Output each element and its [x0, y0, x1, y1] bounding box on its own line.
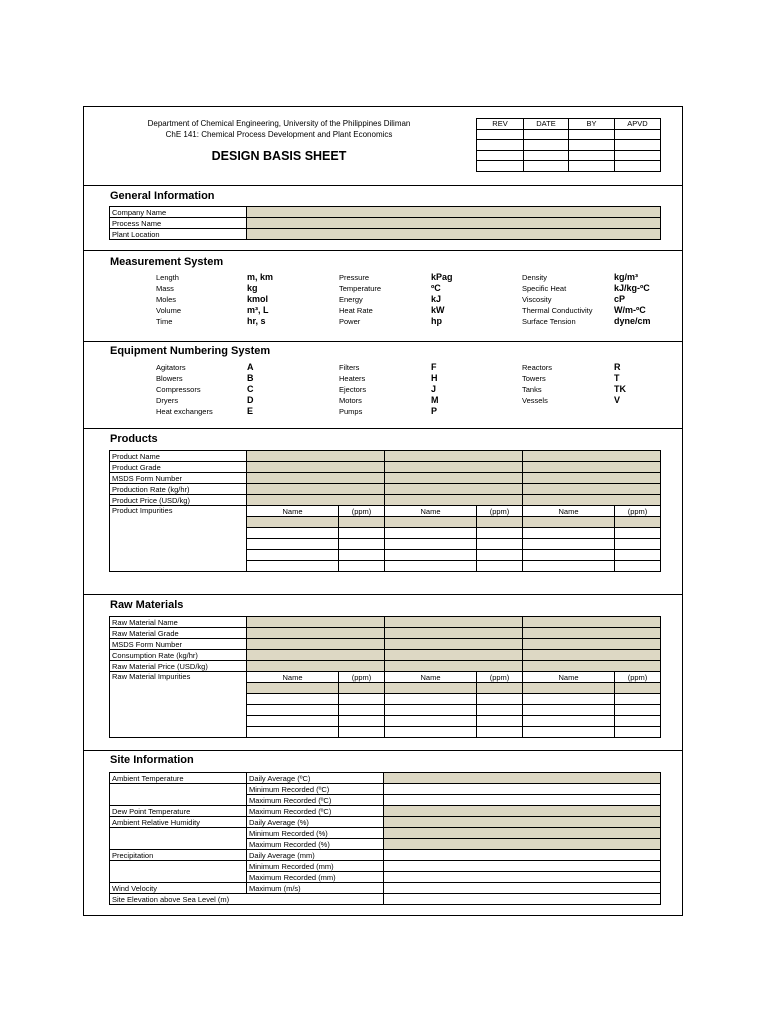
equipment-label: Heaters	[339, 374, 366, 383]
products-table	[109, 450, 661, 572]
impurity-cell[interactable]	[615, 539, 661, 550]
measurement-label: Mass	[156, 284, 174, 293]
measurement-value: kg/m³	[614, 272, 639, 282]
impurity-cell[interactable]	[247, 528, 339, 539]
wind-label: Wind Velocity	[110, 883, 247, 894]
site-value-input[interactable]	[384, 883, 661, 894]
impurity-header: (ppm)	[339, 672, 385, 683]
products-value-input[interactable]	[385, 473, 523, 484]
measurement-value: m, km	[247, 272, 274, 282]
raw-row-label: Raw Material Price (USD/kg)	[110, 661, 247, 672]
measurement-label: Surface Tension	[522, 317, 576, 326]
impurity-cell[interactable]	[477, 539, 523, 550]
impurity-cell[interactable]	[477, 705, 523, 716]
measurement-value: cP	[614, 294, 626, 304]
equipment-label: Pumps	[339, 407, 363, 416]
impurity-cell[interactable]	[523, 561, 615, 572]
impurity-cell[interactable]	[523, 683, 615, 694]
impurity-cell[interactable]	[247, 517, 339, 528]
products-value-input[interactable]	[247, 473, 385, 484]
impurity-cell[interactable]	[615, 517, 661, 528]
impurity-cell[interactable]	[385, 705, 477, 716]
raw-row-label: MSDS Form Number	[110, 639, 247, 650]
impurity-cell[interactable]	[477, 528, 523, 539]
equipment-value: V	[614, 395, 621, 405]
site-param-label: Daily Average (ºC)	[247, 773, 384, 784]
impurity-cell[interactable]	[385, 694, 477, 705]
impurity-cell[interactable]	[385, 539, 477, 550]
raw-value-input[interactable]	[523, 617, 661, 628]
apvd-header: APVD	[615, 119, 661, 130]
equipment-label: Filters	[339, 363, 360, 372]
site-param-label: Maximum Recorded (mm)	[247, 872, 384, 883]
impurity-cell[interactable]	[385, 716, 477, 727]
section-divider	[84, 750, 682, 751]
equipment-value: F	[431, 362, 437, 372]
products-row-label: Product Price (USD/kg)	[110, 495, 247, 506]
equipment-value: P	[431, 406, 438, 416]
products-value-input[interactable]	[385, 462, 523, 473]
section-divider	[84, 594, 682, 595]
raw-materials-table	[109, 616, 661, 738]
equipment-title: Equipment Numbering System	[110, 345, 271, 357]
date-header: DATE	[524, 119, 569, 130]
products-value-input[interactable]	[385, 484, 523, 495]
impurity-header: Name	[385, 672, 477, 683]
equipment-label: Ejectors	[339, 385, 367, 394]
impurity-cell[interactable]	[615, 694, 661, 705]
measurement-title: Measurement System	[110, 256, 224, 268]
products-value-input[interactable]	[385, 451, 523, 462]
apvd-cell[interactable]	[615, 129, 661, 140]
site-param-label: Daily Average (%)	[247, 817, 384, 828]
impurity-cell[interactable]	[339, 705, 385, 716]
equipment-label: Vessels	[522, 396, 548, 405]
raw-row-label: Consumption Rate (kg/hr)	[110, 650, 247, 661]
raw-value-input[interactable]	[523, 639, 661, 650]
plant-location-label: Plant Location	[110, 229, 247, 240]
revision-row	[477, 161, 661, 172]
impurity-cell[interactable]	[339, 539, 385, 550]
impurity-cell[interactable]	[523, 550, 615, 561]
site-value-input[interactable]	[384, 784, 661, 795]
products-value-input[interactable]	[247, 451, 385, 462]
measurement-label: Pressure	[339, 273, 370, 282]
impurity-cell[interactable]	[385, 550, 477, 561]
raw-value-input[interactable]	[385, 661, 523, 672]
measurement-value: kmol	[247, 294, 269, 304]
impurity-cell[interactable]	[385, 683, 477, 694]
equipment-value: R	[614, 362, 621, 372]
impurity-cell[interactable]	[247, 550, 339, 561]
measurement-value: W/m-ºC	[614, 305, 646, 315]
impurity-header: (ppm)	[615, 672, 661, 683]
humidity-label: Ambient Relative Humidity	[110, 817, 247, 828]
products-value-input[interactable]	[523, 495, 661, 506]
revision-row	[477, 140, 661, 151]
measurement-value: kW	[431, 305, 445, 315]
measurement-label: Specific Heat	[522, 284, 567, 293]
impurity-header: Name	[385, 506, 477, 517]
measurement-value: kPag	[431, 272, 453, 282]
equipment-label: Motors	[339, 396, 362, 405]
equipment-value: C	[247, 384, 254, 394]
raw-value-input[interactable]	[385, 628, 523, 639]
section-divider	[84, 185, 682, 186]
revision-row	[477, 150, 661, 161]
impurity-cell[interactable]	[615, 528, 661, 539]
raw-value-input[interactable]	[385, 650, 523, 661]
equipment-value: T	[614, 373, 620, 383]
general-title: General Information	[110, 190, 215, 202]
products-value-input[interactable]	[523, 484, 661, 495]
general-table	[109, 206, 661, 240]
impurity-cell[interactable]	[339, 550, 385, 561]
equipment-value: E	[247, 406, 254, 416]
impurity-cell[interactable]	[615, 716, 661, 727]
site-value-input[interactable]	[384, 839, 661, 850]
impurity-cell[interactable]	[247, 539, 339, 550]
impurity-cell[interactable]	[339, 694, 385, 705]
impurity-cell[interactable]	[477, 727, 523, 738]
site-value-input[interactable]	[384, 894, 661, 905]
equipment-label: Compressors	[156, 385, 201, 394]
measurement-label: Time	[156, 317, 173, 326]
measurement-label: Volume	[156, 306, 182, 315]
measurement-label: Density	[522, 273, 548, 282]
equipment-value: TK	[614, 384, 626, 394]
raw-value-input[interactable]	[385, 639, 523, 650]
blank-cell	[110, 828, 247, 839]
by-cell[interactable]	[569, 150, 615, 161]
equipment-label: Agitators	[156, 363, 186, 372]
equipment-value: B	[247, 373, 254, 383]
site-param-label: Maximum Recorded (ºC)	[247, 795, 384, 806]
equipment-value: M	[431, 395, 439, 405]
measurement-value: dyne/cm	[614, 316, 651, 326]
measurement-value: ºC	[431, 283, 441, 293]
site-value-input[interactable]	[384, 861, 661, 872]
blank-cell	[110, 861, 247, 872]
impurity-cell[interactable]	[477, 716, 523, 727]
apvd-cell[interactable]	[615, 140, 661, 151]
raw-value-input[interactable]	[247, 628, 385, 639]
impurity-cell[interactable]	[477, 517, 523, 528]
site-title: Site Information	[110, 754, 194, 766]
course-line: ChE 141: Chemical Process Development and Plant Economics	[165, 130, 393, 139]
equipment-value: J	[431, 384, 437, 394]
measurement-value: hp	[431, 316, 442, 326]
impurity-cell[interactable]	[615, 550, 661, 561]
products-value-input[interactable]	[247, 462, 385, 473]
products-row-label: Product Grade	[110, 462, 247, 473]
impurity-cell[interactable]	[477, 561, 523, 572]
measurement-label: Power	[339, 317, 361, 326]
ambient-temp-label: Ambient Temperature	[110, 773, 247, 784]
site-param-label: Minimum Recorded (%)	[247, 828, 384, 839]
site-param-label: Maximum (m/s)	[247, 883, 384, 894]
apvd-cell[interactable]	[615, 150, 661, 161]
products-impurities-label: Product Impurities	[110, 506, 247, 572]
impurity-header: Name	[523, 506, 615, 517]
by-cell[interactable]	[569, 129, 615, 140]
rev-header: REV	[477, 119, 524, 130]
raw-value-input[interactable]	[385, 617, 523, 628]
impurity-header: (ppm)	[477, 672, 523, 683]
section-divider	[84, 250, 682, 251]
measurement-label: Temperature	[339, 284, 382, 293]
products-value-input[interactable]	[523, 473, 661, 484]
impurity-cell[interactable]	[339, 683, 385, 694]
raw-impurities-label: Raw Material Impurities	[110, 672, 247, 738]
raw-materials-title: Raw Materials	[110, 599, 184, 611]
impurity-cell[interactable]	[523, 694, 615, 705]
equipment-value: D	[247, 395, 254, 405]
impurity-cell[interactable]	[477, 694, 523, 705]
raw-row-label: Raw Material Grade	[110, 628, 247, 639]
date-cell[interactable]	[524, 140, 569, 151]
plant-location-input[interactable]	[247, 229, 661, 240]
impurity-cell[interactable]	[247, 694, 339, 705]
equipment-label: Tanks	[522, 385, 542, 394]
impurity-cell[interactable]	[247, 705, 339, 716]
raw-row-label: Raw Material Name	[110, 617, 247, 628]
raw-value-input[interactable]	[247, 639, 385, 650]
measurement-label: Energy	[339, 295, 363, 304]
site-table	[109, 772, 661, 905]
equipment-label: Towers	[522, 374, 546, 383]
raw-value-input[interactable]	[247, 650, 385, 661]
revision-table	[476, 118, 661, 172]
equipment-label: Dryers	[156, 396, 179, 405]
blank-cell	[110, 795, 247, 806]
impurity-cell[interactable]	[339, 528, 385, 539]
products-row-label: Product Name	[110, 451, 247, 462]
impurity-cell[interactable]	[523, 517, 615, 528]
measurement-value: m³, L	[247, 305, 269, 315]
process-name-label: Process Name	[110, 218, 247, 229]
products-value-input[interactable]	[385, 495, 523, 506]
raw-value-input[interactable]	[523, 628, 661, 639]
impurity-header: Name	[523, 672, 615, 683]
equipment-label: Blowers	[156, 374, 183, 383]
equipment-label: Reactors	[522, 363, 553, 372]
department-line: Department of Chemical Engineering, University of the Philippines Diliman	[147, 119, 411, 128]
raw-value-input[interactable]	[523, 650, 661, 661]
impurity-header: (ppm)	[339, 506, 385, 517]
impurity-header: (ppm)	[477, 506, 523, 517]
company-name-input[interactable]	[247, 207, 661, 218]
site-param-label: Minimum Recorded (ºC)	[247, 784, 384, 795]
products-value-input[interactable]	[247, 484, 385, 495]
measurement-label: Thermal Conductivity	[522, 306, 593, 315]
company-name-label: Company Name	[110, 207, 247, 218]
impurity-cell[interactable]	[385, 727, 477, 738]
impurity-cell[interactable]	[523, 528, 615, 539]
raw-value-input[interactable]	[523, 661, 661, 672]
impurity-header: Name	[247, 672, 339, 683]
rev-cell[interactable]	[477, 129, 524, 140]
rev-cell[interactable]	[477, 140, 524, 151]
by-cell[interactable]	[569, 140, 615, 151]
impurity-cell[interactable]	[339, 517, 385, 528]
products-row-label: MSDS Form Number	[110, 473, 247, 484]
measurement-label: Heat Rate	[339, 306, 373, 315]
impurity-cell[interactable]	[247, 716, 339, 727]
impurity-cell[interactable]	[615, 705, 661, 716]
date-cell[interactable]	[524, 129, 569, 140]
precipitation-label: Precipitation	[110, 850, 247, 861]
process-name-input[interactable]	[247, 218, 661, 229]
impurity-cell[interactable]	[523, 705, 615, 716]
equipment-value: A	[247, 362, 254, 372]
products-title: Products	[110, 433, 158, 445]
site-value-input[interactable]	[384, 795, 661, 806]
equipment-label: Heat exchangers	[156, 407, 213, 416]
revision-row	[477, 129, 661, 140]
products-row-label: Production Rate (kg/hr)	[110, 484, 247, 495]
impurity-cell[interactable]	[247, 683, 339, 694]
impurity-cell[interactable]	[385, 561, 477, 572]
impurity-cell[interactable]	[477, 550, 523, 561]
impurity-cell[interactable]	[339, 727, 385, 738]
date-cell[interactable]	[524, 150, 569, 161]
impurity-cell[interactable]	[247, 727, 339, 738]
impurity-cell[interactable]	[385, 528, 477, 539]
site-value-input[interactable]	[384, 806, 661, 817]
raw-value-input[interactable]	[247, 661, 385, 672]
design-basis-sheet	[83, 106, 683, 916]
blank-cell	[110, 872, 247, 883]
impurity-cell[interactable]	[339, 716, 385, 727]
impurity-cell[interactable]	[385, 517, 477, 528]
date-cell[interactable]	[524, 161, 569, 172]
site-value-input[interactable]	[384, 850, 661, 861]
raw-value-input[interactable]	[247, 617, 385, 628]
section-divider	[84, 428, 682, 429]
equipment-value: H	[431, 373, 438, 383]
blank-cell	[110, 839, 247, 850]
products-value-input[interactable]	[523, 451, 661, 462]
site-value-input[interactable]	[384, 817, 661, 828]
impurity-header: Name	[247, 506, 339, 517]
measurement-value: hr, s	[247, 316, 266, 326]
by-header: BY	[569, 119, 615, 130]
measurement-label: Moles	[156, 295, 177, 304]
site-param-label: Maximum Recorded (%)	[247, 839, 384, 850]
measurement-value: kg	[247, 283, 258, 293]
impurity-cell[interactable]	[615, 727, 661, 738]
section-divider	[84, 341, 682, 342]
rev-cell[interactable]	[477, 150, 524, 161]
rev-cell[interactable]	[477, 161, 524, 172]
impurity-cell[interactable]	[523, 539, 615, 550]
products-value-input[interactable]	[523, 462, 661, 473]
site-param-label: Minimum Recorded (mm)	[247, 861, 384, 872]
measurement-value: kJ	[431, 294, 442, 304]
impurity-cell[interactable]	[477, 683, 523, 694]
dew-point-label: Dew Point Temperature	[110, 806, 247, 817]
sheet-title: DESIGN BASIS SHEET	[211, 149, 347, 163]
by-cell[interactable]	[569, 161, 615, 172]
products-value-input[interactable]	[247, 495, 385, 506]
measurement-label: Length	[156, 273, 179, 282]
site-param-label: Daily Average (mm)	[247, 850, 384, 861]
site-value-input[interactable]	[384, 872, 661, 883]
impurity-cell[interactable]	[615, 683, 661, 694]
impurity-cell[interactable]	[247, 561, 339, 572]
measurement-label: Viscosity	[522, 295, 552, 304]
site-value-input[interactable]	[384, 773, 661, 784]
impurity-cell[interactable]	[339, 561, 385, 572]
impurity-cell[interactable]	[523, 716, 615, 727]
site-param-label: Maximum Recorded (ºC)	[247, 806, 384, 817]
impurity-cell[interactable]	[615, 561, 661, 572]
impurity-header: (ppm)	[615, 506, 661, 517]
apvd-cell[interactable]	[615, 161, 661, 172]
impurity-cell[interactable]	[523, 727, 615, 738]
site-value-input[interactable]	[384, 828, 661, 839]
measurement-value: kJ/kg-ºC	[614, 283, 650, 293]
blank-cell	[110, 784, 247, 795]
elevation-label: Site Elevation above Sea Level (m)	[110, 894, 384, 905]
